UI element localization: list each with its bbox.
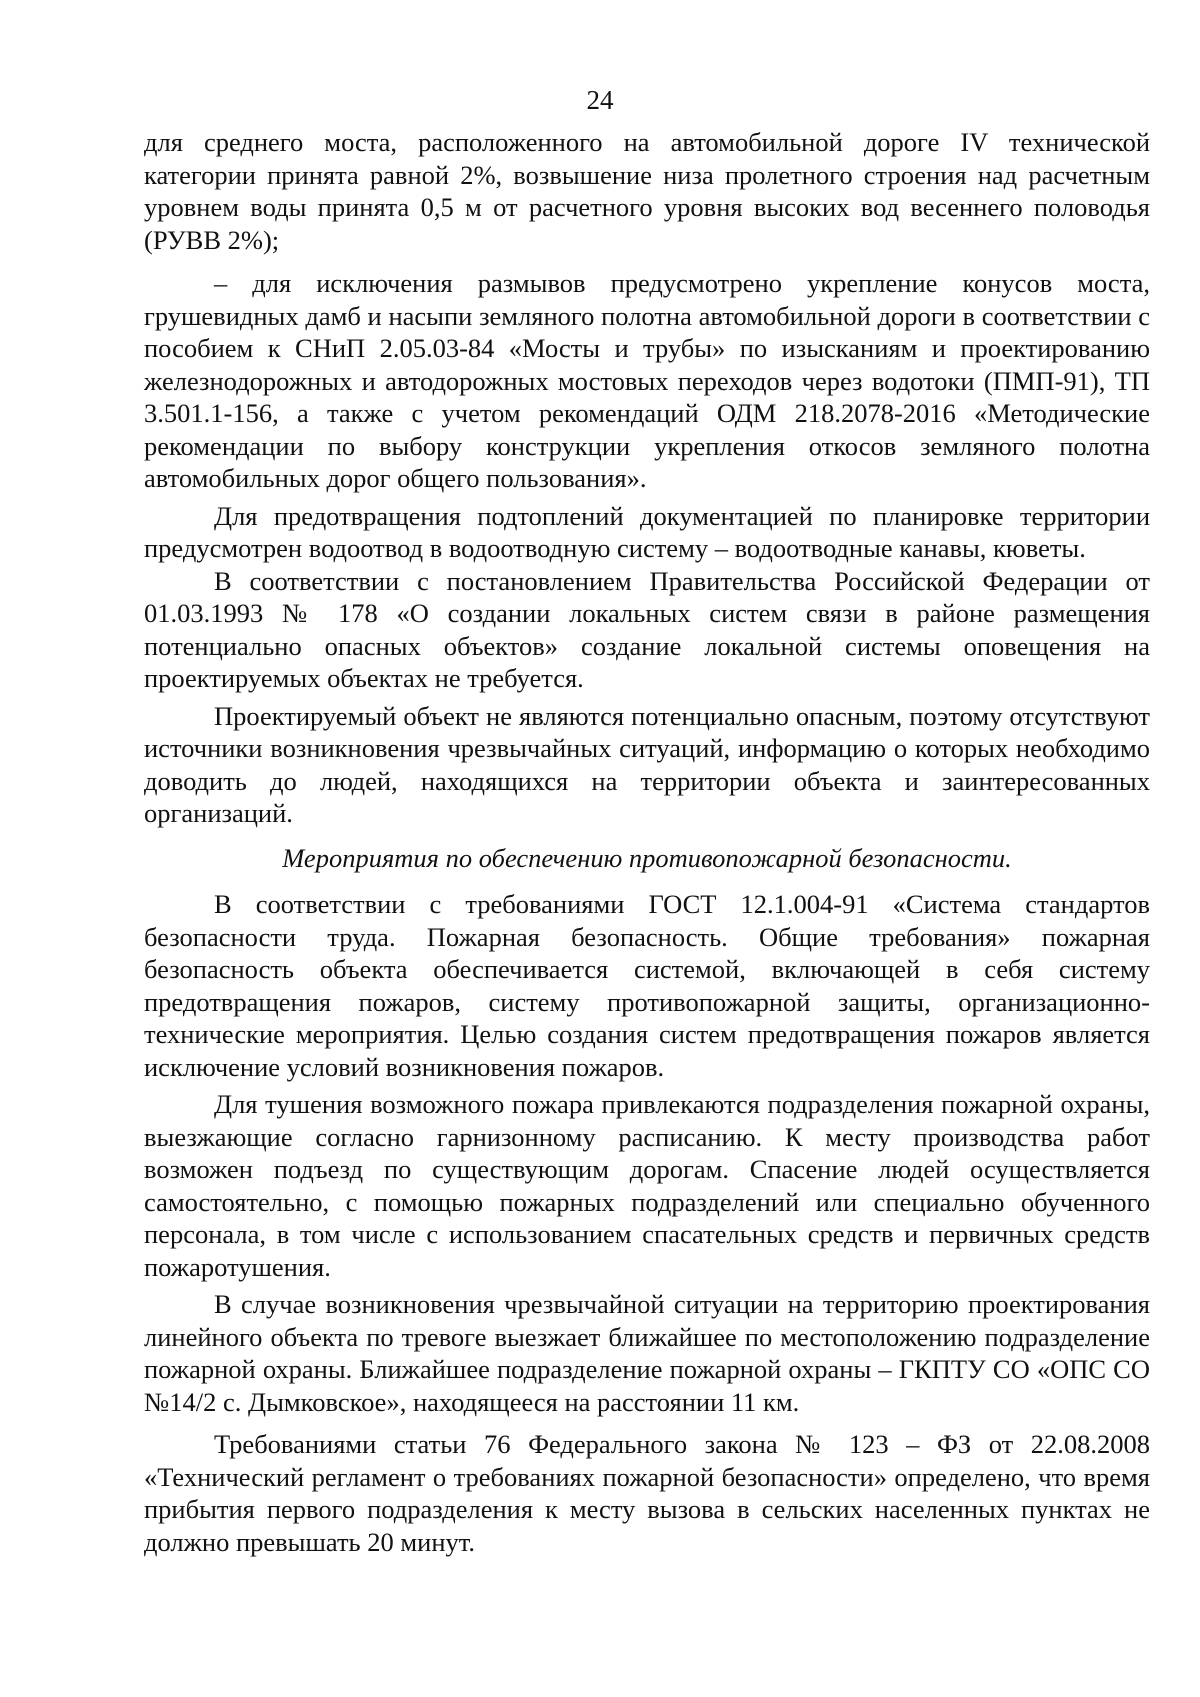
paragraph-bridge-elevation: для среднего моста, расположенного на автомобильной дороге IV технической категории принята равной 2%, возвышение низа пролетного строения над расчетным уровнем воды принята 0,5 м от расчетного уровня высоких вод весеннего половодья (РУВВ 2%);: [144, 127, 1150, 255]
paragraph-firefighting-units: Для тушения возможного пожара привлекаются подразделения пожарной охраны, выезжающие согласно гарнизонному расписанию. К месту производства работ возможен подъезд по существующим дорогам. Спасение людей осуществляется самостоятельно, с помощью пожарных подразделений или специально обученного персонала, в том числе с использованием спасательных средств и первичных средств пожаротушения.: [144, 1089, 1150, 1282]
page-number: 24: [586, 85, 614, 115]
document-body: [144, 126, 1150, 1558]
section-heading-fire-safety: Мероприятия по обеспечению противопожарной безопасности.: [282, 842, 1012, 873]
paragraph-gost-fire-safety: В соответствии с требованиями ГОСТ 12.1.004-91 «Система стандартов безопасности труда. Пожарная безопасность. Общие требования» пожарная безопасность объекта обеспечивается системой, включающей в себя систему предотвращения пожаров, систему противопожарной защиты, организационно-технические мероприятия. Целью создания систем предотвращения пожаров является исключение условий возникновения пожаров.: [144, 889, 1150, 1082]
paragraph-erosion-protection: – для исключения размывов предусмотрено укрепление конусов моста, грушевидных дамб и насыпи земляного полотна автомобильной дороги в соответствии с пособием к СНиП 2.05.03-84 «Мосты и трубы» по изысканиям и проектированию железнодорожных и автодорожных мостовых переходов через водотоки (ПМП-91), ТП 3.501.1-156, а также с учетом рекомендаций ОДМ 218.2078-2016 «Методические рекомендации по выбору конструкции укрепления откосов земляного полотна автомобильных дорог общего пользования».: [144, 268, 1150, 493]
paragraph-nearest-fire-station: В случае возникновения чрезвычайной ситуации на территорию проектирования линейного объекта по тревоге выезжает ближайшее по местоположению подразделение пожарной охраны. Ближайшее подразделение пожарной охраны – ГКПТУ СО «ОПС СО №14/2 с. Дымковское», находящееся на расстоянии 11 км.: [144, 1289, 1150, 1417]
paragraph-hazard-info: Проектируемый объект не являются потенциально опасным, поэтому отсутствуют источники возникновения чрезвычайных ситуаций, информацию о которых необходимо доводить до людей, находящихся на территории объекта и заинтересованных организаций.: [144, 700, 1150, 828]
paragraph-warning-system: В соответствии с постановлением Правительства Российской Федерации от 01.03.1993 № 178 «О создании локальных систем связи в районе размещения потенциально опасных объектов» создание локальной системы оповещения на проектируемых объектах не требуется.: [144, 565, 1150, 693]
paragraph-drainage: Для предотвращения подтоплений документацией по планировке территории предусмотрен водоотвод в водоотводную систему – водоотводные канавы, кюветы.: [144, 500, 1150, 563]
paragraph-arrival-time: Требованиями статьи 76 Федерального закона № 123 – ФЗ от 22.08.2008 «Технический регламент о требованиях пожарной безопасности» определено, что время прибытия первого подразделения к месту вызова в сельских населенных пунктах не должно превышать 20 минут.: [144, 1429, 1150, 1557]
